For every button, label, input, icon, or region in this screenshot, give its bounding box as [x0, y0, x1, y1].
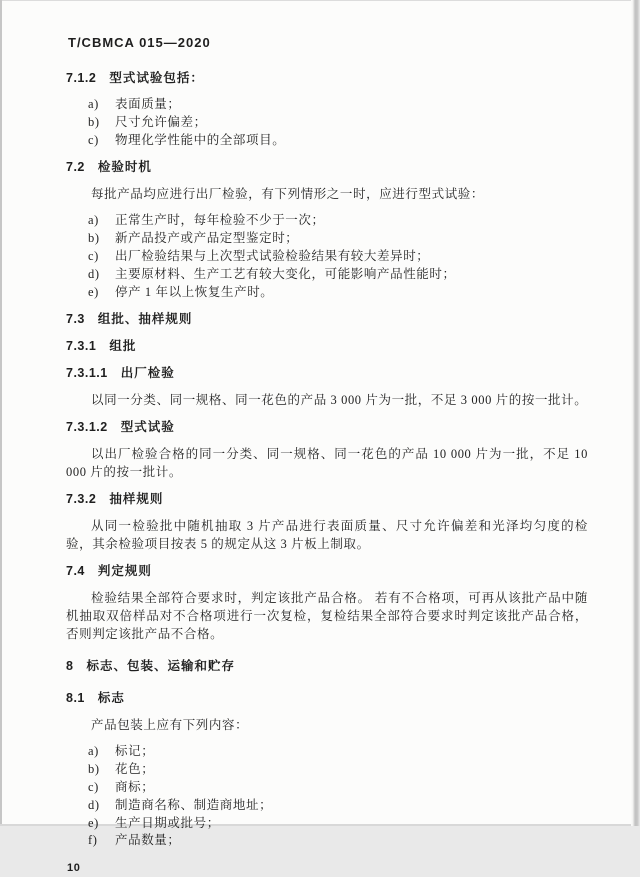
list-item	[66, 248, 588, 266]
section-number: 7.2	[66, 160, 85, 175]
section-heading-7-3-1-1	[66, 364, 588, 382]
list-item-text: 主要原材料、生产工艺有较大变化，可能影响产品性能时；	[115, 266, 456, 281]
list-item-text: 新产品投产或产品定型鉴定时；	[115, 231, 299, 246]
list-item-text: 花色；	[115, 762, 155, 777]
list-item-text: 产品数量；	[115, 833, 181, 848]
paragraph-7-2-intro: 每批产品均应进行出厂检验，有下列情形之一时，应进行型式试验：	[91, 187, 485, 202]
list-item	[66, 96, 588, 114]
page-top-edge	[0, 0, 640, 1]
section-number: 7.3	[66, 312, 85, 327]
section-number: 7.3.1.1	[66, 366, 108, 381]
list-item-text: 尺寸允许偏差；	[115, 114, 207, 129]
section-number: 7.1.2	[66, 71, 97, 85]
list-item-label: c)	[88, 132, 99, 147]
list-item-label: a)	[88, 213, 99, 228]
standard-code-header: T/CBMCA 015—2020	[68, 35, 211, 50]
list-item-text: 停产 1 年以上恢复生产时。	[115, 284, 274, 299]
section-title: 组批	[109, 339, 137, 354]
list-item	[66, 761, 588, 779]
paragraph-7-3-2: 从同一检验批中随机抽取 3 片产品进行表面质量、尺寸允许偏差和光泽均匀度的检验，其余检验项目按表 5 的规定从这 3 片板上制取。	[66, 519, 588, 552]
section-heading-7-4	[66, 562, 588, 580]
section-title: 判定规则	[97, 564, 152, 579]
section-heading-8-1	[66, 689, 588, 707]
section-heading-7-3-1-2	[66, 418, 588, 436]
section-heading-7-3-1	[66, 337, 588, 355]
page-number: 10	[67, 862, 81, 875]
paragraph-8-1-intro: 产品包装上应有下列内容：	[91, 718, 249, 733]
list-item-text: 出厂检验结果与上次型式试验检验结果有较大差异时；	[115, 248, 430, 263]
list-item-label: a)	[88, 744, 99, 759]
list-7-1-2	[66, 96, 588, 149]
section-title: 型式试验包括：	[109, 71, 204, 85]
list-8-1	[66, 743, 588, 850]
page-right-shadow	[631, 0, 640, 826]
section-number: 8	[66, 659, 74, 674]
section-heading-7-3-2	[66, 490, 588, 508]
section-title: 组批、抽样规则	[97, 312, 193, 327]
list-item	[66, 132, 588, 150]
page-left-edge	[0, 0, 2, 826]
section-heading-8	[66, 657, 588, 675]
section-title: 型式试验	[120, 420, 175, 435]
section-number: 7.4	[66, 564, 85, 579]
section-number: 7.3.1.2	[66, 420, 108, 435]
list-item-label: c)	[88, 248, 99, 263]
list-item-text: 标记；	[115, 744, 155, 759]
section-number: 8.1	[66, 691, 85, 706]
list-item-label: b)	[88, 114, 100, 129]
list-item	[66, 114, 588, 132]
list-item	[66, 230, 588, 248]
section-title: 标志	[97, 691, 125, 706]
list-item-label: a)	[88, 97, 99, 111]
list-item-text: 制造商名称、制造商地址；	[115, 797, 273, 812]
section-number: 7.3.2	[66, 492, 97, 507]
list-item-text: 表面质量；	[115, 97, 181, 111]
section-heading-7-2	[66, 158, 588, 176]
section-title: 出厂检验	[120, 366, 175, 381]
section-heading-7-1-2	[66, 69, 588, 87]
page-content	[66, 34, 588, 877]
paragraph-7-3-1-2: 以出厂检验合格的同一分类、同一规格、同一花色的产品 10 000 片为一批，不足 10 000 片的按一批计。	[66, 447, 588, 480]
section-title: 抽样规则	[109, 492, 164, 507]
list-item-label: e)	[88, 284, 99, 299]
section-title: 标志、包装、运输和贮存	[86, 659, 235, 674]
list-item	[66, 815, 588, 833]
list-item-text: 商标；	[115, 779, 155, 794]
list-item-label: f)	[88, 833, 98, 848]
list-item-label: d)	[88, 797, 100, 812]
list-item-text: 正常生产时，每年检验不少于一次；	[115, 213, 325, 228]
list-item-label: d)	[88, 266, 100, 281]
list-item	[66, 212, 588, 230]
section-number: 7.3.1	[66, 339, 97, 354]
list-7-2	[66, 212, 588, 301]
list-item	[66, 266, 588, 284]
section-heading-7-3	[66, 310, 588, 328]
list-item	[66, 797, 588, 815]
list-item	[66, 779, 588, 797]
paragraph-7-4: 检验结果全部符合要求时，判定该批产品合格。 若有不合格项，可再从该批产品中随机抽取双倍样品对不合格项进行一次复检，复检结果全部符合要求时判定该批产品合格，否则判定该批产品不合格。	[66, 591, 588, 642]
list-item-label: b)	[88, 231, 100, 246]
list-item	[66, 743, 588, 761]
list-item-text: 生产日期或批号；	[115, 815, 220, 830]
paragraph-7-3-1-1: 以同一分类、同一规格、同一花色的产品 3 000 片为一批，不足 3 000 片的按一批计。	[91, 393, 588, 408]
list-item-label: c)	[88, 779, 99, 794]
list-item-text: 物理化学性能中的全部项目。	[115, 132, 286, 147]
section-title: 检验时机	[97, 160, 152, 175]
list-item	[66, 832, 588, 850]
list-item-label: e)	[88, 815, 99, 830]
list-item	[66, 284, 588, 302]
list-item-label: b)	[88, 762, 100, 777]
